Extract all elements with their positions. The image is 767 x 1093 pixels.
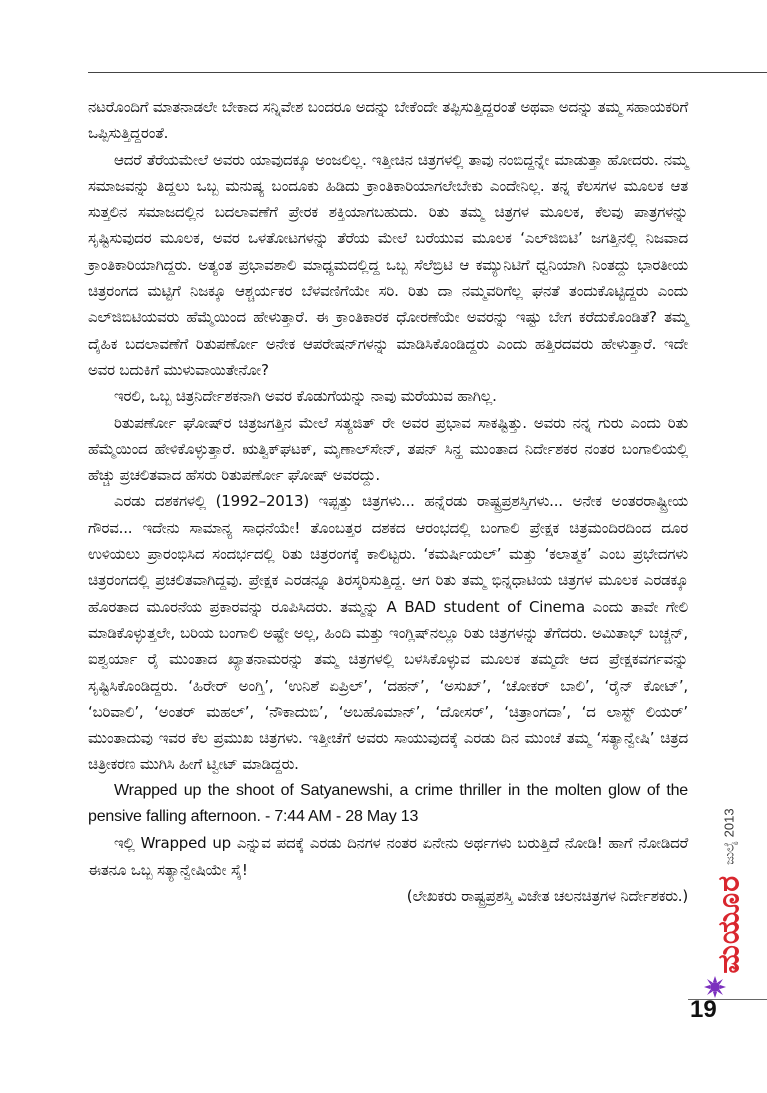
article-body xyxy=(88,94,688,909)
article-paragraph-5: ಎರಡು ದಶಕಗಳಲ್ಲಿ (1992–2013) ಇಪ್ಪತ್ತು ಚಿತ್ರಗಳು... ಹನ್ನೆರಡು ರಾಷ್ಟ್ರಪ್ರಶಸ್ತಿಗಳು... ಅನೇಕ ಅಂತರರಾಷ್ಟ್ರೀಯ ಗೌರವ... ಇದೇನು ಸಾಮಾನ್ಯ ಸಾಧನೆಯೇ! ತೊಂಬತ್ತರ ದಶಕದ ಆರಂಭದಲ್ಲಿ ಬಂಗಾಲಿ ಪ್ರೇಕ್ಷಕ ಚಿತ್ರಮಂದಿರದಿಂದ ದೂರ ಉಳಿಯಲು ಪ್ರಾರಂಭಿಸಿದ ಸಂದರ್ಭದಲ್ಲಿ ರಿತು ಚಿತ್ರರಂಗಕ್ಕೆ ಕಾಲಿಟ್ಟರು. ‘ಕಮರ್ಷಿಯಲ್’ ಮತ್ತು ‘ಕಲಾತ್ಮಕ’ ಎಂಬ ಪ್ರಭೇದಗಳು ಚಿತ್ರರಂಗದಲ್ಲಿ ಪ್ರಚಲಿತವಾಗಿದ್ದವು. ಪ್ರೇಕ್ಷಕ ಎರಡನ್ನೂ ತಿರಸ್ಕರಿಸುತ್ತಿದ್ದ. ಆಗ ರಿತು ತಮ್ಮ ಭಿನ್ನಧಾಟಿಯ ಚಿತ್ರಗಳ ಮೂಲಕ ಎರಡಕ್ಕೂ ಹೊರತಾದ ಮೂರನೆಯ ಪ್ರಕಾರವನ್ನು ರೂಪಿಸಿದರು. ತಮ್ಮನ್ನು A BAD student of Cinema ಎಂದು ತಾವೇ ಗೇಲಿ ಮಾಡಿಕೊಳ್ಳುತ್ತಲೇ, ಬರಿಯ ಬಂಗಾಲಿ ಅಷ್ಟೇ ಅಲ್ಲ, ಹಿಂದಿ ಮತ್ತು ಇಂಗ್ಲಿಷ್‌ನಲ್ಲೂ ರಿತು ಚಿತ್ರಗಳನ್ನು ತೆಗೆದರು. ಅಮಿತಾಭ್ ಬಚ್ಚನ್, ಐಶ್ವರ್ಯಾ ರೈ ಮುಂತಾದ ಖ್ಯಾತನಾಮರನ್ನು ತಮ್ಮ ಚಿತ್ರಗಳಲ್ಲಿ ಬಳಸಿಕೊಳ್ಳುವ ಮೂಲಕ ತಮ್ಮದೇ ಆದ ಪ್ರೇಕ್ಷಕವರ್ಗವನ್ನು ಸೃಷ್ಟಿಸಿಕೊಂಡಿದ್ದರು. ‘ಹಿರೇರ್ ಅಂಗ್ತಿ’, ‘ಉನಿಶೆ ಏಪ್ರಿಲ್’, ‘ದಹನ್’, ‘ಅಸುಖ್’, ‘ಚೋಕರ್ ಬಾಲಿ’, ‘ರೈನ್ ಕೋಟ್’, ‘ಬರಿವಾಲಿ’, ‘ಅಂತರ್ ಮಹಲ್’, ‘ನೌಕಾದುಬಿ’, ‘ಅಬಹೊಮಾನ್’, ‘ದೋಸರ್’, ‘ಚಿತ್ರಾಂಗದಾ’, ‘ದ ಲಾಸ್ಟ್ ಲಿಯರ್’ ಮುಂತಾದುವು ಇವರ ಕೆಲ ಪ್ರಮುಖ ಚಿತ್ರಗಳು. ಇತ್ತೀಚೆಗೆ ಅವರು ಸಾಯುವುದಕ್ಕೆ ಎರಡು ದಿನ ಮುಂಚೆ ತಮ್ಮ ‘ಸತ್ಯಾನ್ವೇಷಿ’ ಚಿತ್ರದ ಚಿತ್ರೀಕರಣ ಮುಗಿಸಿ ಹೀಗೆ ಟ್ವೀಟ್ ಮಾಡಿದ್ದರು. xyxy=(88,492,688,774)
top-rule xyxy=(88,72,767,73)
issue-date: ಜುಲೈ 2013 xyxy=(721,808,736,865)
article-paragraph-2: ಆದರೆ ತೆರೆಯಮೇಲೆ ಅವರು ಯಾವುದಕ್ಕೂ ಅಂಜಲಿಲ್ಲ. ಇತ್ತೀಚಿನ ಚಿತ್ರಗಳಲ್ಲಿ ತಾವು ನಂಬಿದ್ದನ್ನೇ ಮಾಡುತ್ತಾ ಹೋದರು. ನಮ್ಮ ಸಮಾಜವನ್ನು ತಿದ್ದಲು ಒಬ್ಬ ಮನುಷ್ಯ ಬಂದೂಕು ಹಿಡಿದು ಕ್ರಾಂತಿಕಾರಿಯಾಗಲೇಬೇಕು ಎಂದೇನಿಲ್ಲ. ತನ್ನ ಕೆಲಸಗಳ ಮೂಲಕ ಆತ ಸುತ್ತಲಿನ ಸಮಾಜದಲ್ಲಿನ ಬದಲಾವಣೆಗೆ ಪ್ರೇರಕ ಶಕ್ತಿಯಾಗಬಹುದು. ರಿತು ತಮ್ಮ ಚಿತ್ರಗಳ ಮೂಲಕ, ಕೆಲವು ಪಾತ್ರಗಳನ್ನು ಸೃಷ್ಟಿಸುವುದರ ಮೂಲಕ, ಅವರ ಒಳತೋಟಗಳನ್ನು ತೆರೆಯ ಮೇಲೆ ಬರೆಯುವ ಮೂಲಕ ‘ಎಲ್‌ಜಿಬಿಟಿ’ ಜಗತ್ತಿನಲ್ಲಿ ನಿಜವಾದ ಕ್ರಾಂತಿಕಾರಿಯಾಗಿದ್ದರು. ಅತ್ಯಂತ ಪ್ರಭಾವಶಾಲಿ ಮಾಧ್ಯಮದಲ್ಲಿದ್ದ ಒಬ್ಬ ಸೆಲೆಬ್ರಿಟಿ ಆ ಕಮ್ಯುನಿಟಿಗೆ ಧ್ವನಿಯಾಗಿ ನಿಂತದ್ದು ಭಾರತೀಯ ಚಿತ್ರರಂಗದ ಮಟ್ಟಿಗೆ ನಿಜಕ್ಕೂ ಆಶ್ಚರ್ಯಕರ ಬೆಳವಣಿಗೆಯೇ ಸರಿ. ರಿತು ದಾ ನಮ್ಮವರಿಗೆಲ್ಲ ಘನತೆ ತಂದುಕೊಟ್ಟಿದ್ದರು ಎಂದು ಎಲ್‌ಜಿಬಿಟಿಯವರು ಹೆಮ್ಮೆಯಿಂದ ಹೇಳುತ್ತಾರೆ. ಈ ಕ್ರಾಂತಿಕಾರಕ ಧೋರಣೆಯೇ ಅವರನ್ನು ಇಷ್ಟು ಬೇಗ ಕರೆದುಕೊಂಡಿತೆ? ತಮ್ಮ ದೈಹಿಕ ಬದಲಾವಣೆಗೆ ರಿತುಪರ್ಣೋ ಅನೇಕ ಆಪರೇಷನ್‌ಗಳನ್ನು ಮಾಡಿಸಿಕೊಂಡಿದ್ದರು ಎಂದು ಹತ್ತಿರದವರು ಹೇಳುತ್ತಾರೆ. ಇದೇ ಅವರ ಬದುಕಿಗೆ ಮುಳುವಾಯಿತೇನೋ? xyxy=(88,150,688,379)
tweet-quote: Wrapped up the shoot of Satyanewshi, a crime thriller in the molten glow of the pensive falling afternoon. - 7:44 AM - 28 May 13 xyxy=(88,781,688,826)
article-paragraph-1: ನಟರೊಂದಿಗೆ ಮಾತನಾಡಲೇ ಬೇಕಾದ ಸನ್ನಿವೇಶ ಬಂದರೂ ಅದನ್ನು ಬೇಕೆಂದೇ ತಪ್ಪಿಸುತ್ತಿದ್ದರಂತೆ ಅಥವಾ ಅದನ್ನು ತಮ್ಮ ಸಹಾಯಕರಿಗೆ ಒಪ್ಪಿಸುತ್ತಿದ್ದರಂತೆ. xyxy=(88,98,688,143)
article-paragraph-3: ಇರಲಿ, ಒಬ್ಬ ಚಿತ್ರನಿರ್ದೇಶಕನಾಗಿ ಅವರ ಕೊಡುಗೆಯನ್ನು ನಾವು ಮರೆಯುವ ಹಾಗಿಲ್ಲ. xyxy=(114,387,497,406)
magazine-title: ಮಯೂರ xyxy=(711,874,747,974)
closing-paragraph: ಇಲ್ಲಿ Wrapped up ಎನ್ನುವ ಪದಕ್ಕೆ ಎರಡು ದಿನಗಳ ನಂತರ ಏನೇನು ಅರ್ಥಗಳು ಬರುತ್ತಿದೆ ನೋಡಿ! ಹಾಗೆ ನೋಡಿದರೆ ಈತನೂ ಒಬ್ಬ ಸತ್ಯಾನ್ವೇಷಿಯೇ ಸೈ! xyxy=(88,834,688,879)
article-paragraph-4: ರಿತುಪರ್ಣೋ ಘೋಷ್‌ರ ಚಿತ್ರಜಗತ್ತಿನ ಮೇಲೆ ಸತ್ಯಜಿತ್ ರೇ ಅವರ ಪ್ರಭಾವ ಸಾಕಷ್ಟಿತ್ತು. ಅವರು ನನ್ನ ಗುರು ಎಂದು ರಿತು ಹೆಮ್ಮೆಯಿಂದ ಹೇಳಿಕೊಳ್ಳುತ್ತಾರೆ. ಋತ್ವಿಕ್‌ಘಟಕ್, ಮೃಣಾಲ್‌ಸೇನ್, ತಪನ್ ಸಿನ್ಹ ಮುಂತಾದ ನಿರ್ದೇಶಕರ ನಂತರ ಬಂಗಾಲಿಯಲ್ಲಿ ಹೆಚ್ಚು ಪ್ರಚಲಿತವಾದ ಹೆಸರು ರಿತುಪರ್ಣೋ ಘೋಷ್ ಅವರದ್ದು. xyxy=(88,413,688,485)
author-note: (ಲೇಖಕರು ರಾಷ್ಟ್ರಪ್ರಶಸ್ತಿ ವಿಜೇತ ಚಲನಚಿತ್ರಗಳ ನಿರ್ದೇಶಕರು.) xyxy=(406,886,688,905)
page-number: 19 xyxy=(690,996,717,1023)
sidebar-masthead xyxy=(699,806,759,976)
flower-icon xyxy=(704,976,726,998)
